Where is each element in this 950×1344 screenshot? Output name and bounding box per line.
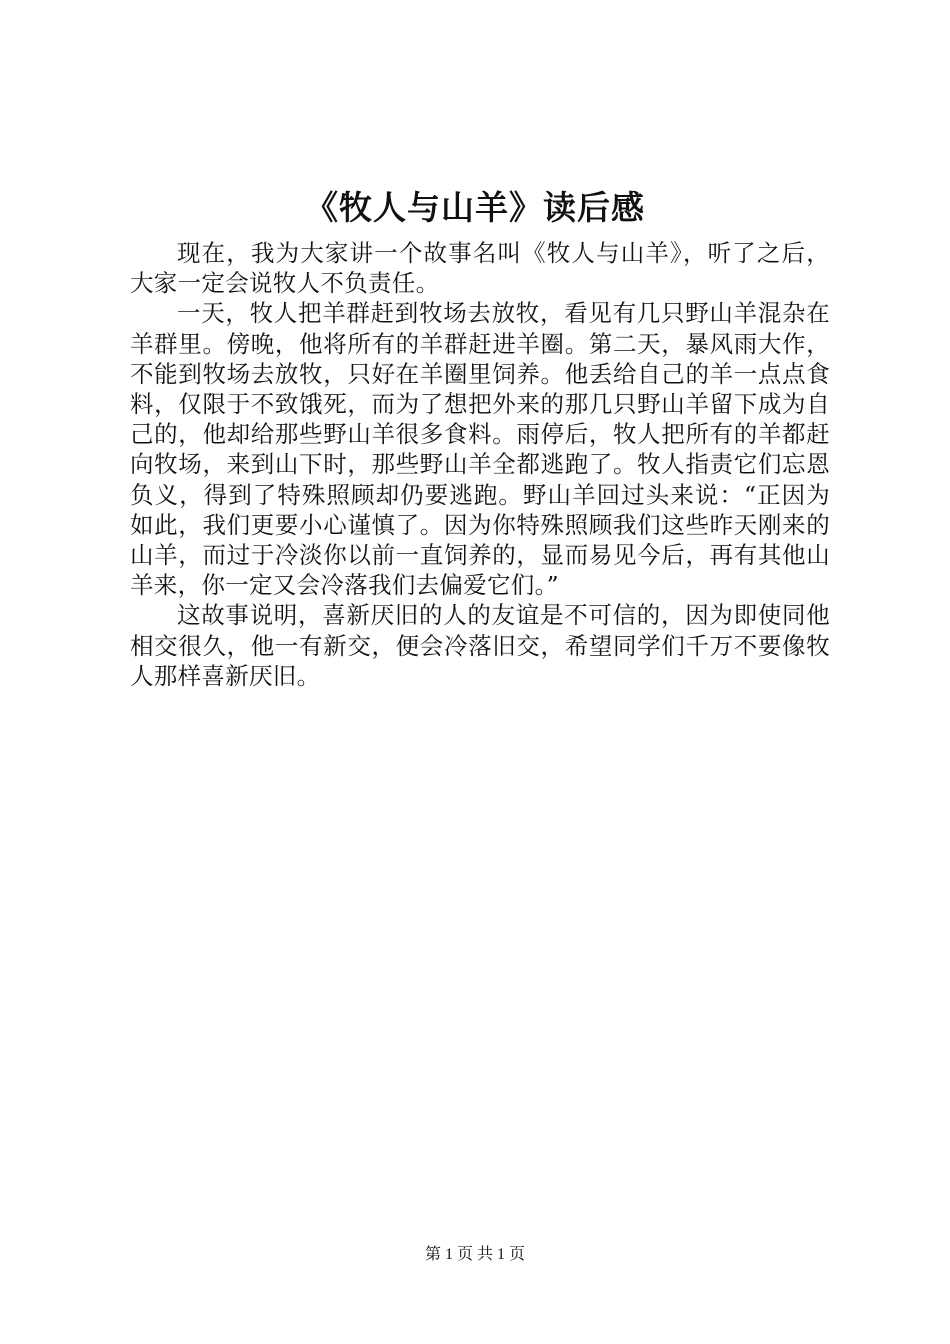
document-body bbox=[130, 238, 830, 691]
paragraph-intro: 现在，我为大家讲一个故事名叫《牧人与山羊》，听了之后，大家一定会说牧人不负责任。 bbox=[130, 239, 830, 298]
paragraph-story: 一天，牧人把羊群赶到牧场去放牧，看见有几只野山羊混杂在羊群里。傍晚，他将所有的羊群赶进羊圈。第二天，暴风雨大作，不能到牧场去放牧，只好在羊圈里饲养。他丢给自己的羊一点点食料，仅限于不致饿死，而为了想把外来的那几只野山羊留下成为自己的，他却给那些野山羊很多食料。雨停后，牧人把所有的羊都赶向牧场，来到山下时，那些野山羊全都逃跑了。牧人指责它们忘恩负义，得到了特殊照顾却仍要逃跑。野山羊回过头来说：“正因为如此，我们更要小心谨慎了。因为你特殊照顾我们这些昨天刚来的山羊，而过于冷淡你以前一直饲养的，显而易见今后，再有其他山羊来，你一定又会冷落我们去偏爱它们。” bbox=[130, 299, 830, 600]
paragraph-moral: 这故事说明，喜新厌旧的人的友谊是不可信的，因为即使同他相交很久，他一有新交，便会冷落旧交，希望同学们千万不要像牧人那样喜新厌旧。 bbox=[130, 601, 830, 690]
document-title: 《牧人与山羊》读后感 bbox=[305, 188, 645, 227]
page-footer: 第 1 页 共 1 页 bbox=[424, 1246, 525, 1263]
